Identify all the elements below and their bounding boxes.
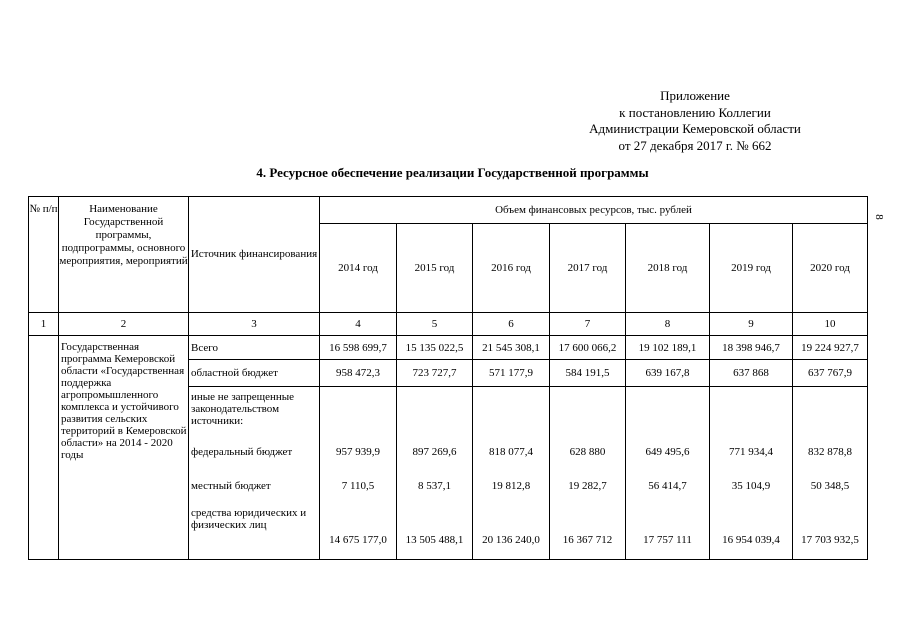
column-number-row [29,313,868,336]
appendix-line: Приложение [660,88,730,103]
value-cell: 19 224 927,7 [793,336,868,360]
value-cell: 19 812,8 [491,480,531,492]
page-number: 8 [872,214,885,220]
resource-table [28,196,868,560]
year-header: 2018 год [626,224,710,313]
value-cell: 771 934,4 [729,446,773,458]
value-cell: 50 348,5 [810,480,850,492]
source-block [189,387,320,560]
value-cell: 18 398 946,7 [710,336,793,360]
value-cell: 584 191,5 [550,360,626,387]
value-cell: 19 282,7 [568,480,607,492]
value-cell: 7 110,5 [341,480,375,492]
value-block [793,387,868,560]
value-cell: 16 367 712 [562,534,613,546]
year-header: 2015 год [397,224,473,313]
column-number: 6 [473,313,550,336]
value-cell: 21 545 308,1 [473,336,550,360]
value-cell: 20 136 240,0 [482,534,540,546]
column-number: 9 [710,313,793,336]
source-label: Всего [189,336,320,360]
appendix-line: к постановлению Коллегии [619,104,771,120]
column-number: 5 [397,313,473,336]
value-cell: 17 600 066,2 [550,336,626,360]
value-cell: 13 505 488,1 [405,534,464,546]
header-num: № п/п [29,197,59,313]
header-volume: Объем финансовых ресурсов, тыс. рублей [320,197,868,224]
value-block [550,387,626,560]
value-cell: 958 472,3 [320,360,397,387]
value-cell: 8 537,1 [418,480,451,492]
program-name: Государственная программа Кемеровской области «Государственная поддержка агропромышленного комплекса и устойчивого развития сельских территорий в Кемеровской области» на 2014 - 2020 годы [59,336,189,560]
value-cell: 14 675 177,0 [329,534,387,546]
column-number: 7 [550,313,626,336]
year-header: 2017 год [550,224,626,313]
column-number: 4 [320,313,397,336]
value-cell: 957 939,9 [336,446,380,458]
row-number-cell [29,336,59,560]
value-cell: 628 880 [569,446,606,458]
value-block [397,387,473,560]
value-cell: 17 703 932,5 [801,534,859,546]
value-cell: 637 868 [710,360,793,387]
year-header: 2020 год [793,224,868,313]
table-row [29,336,868,360]
column-number: 3 [189,313,320,336]
value-cell: 17 757 111 [643,534,692,546]
value-cell: 639 167,8 [626,360,710,387]
year-header: 2019 год [710,224,793,313]
appendix-header [540,88,850,154]
source-label: федеральный бюджет [191,446,293,458]
value-cell: 16 598 699,7 [320,336,397,360]
value-cell: 571 177,9 [473,360,550,387]
header-name: Наименование Государственной программы, подпрограммы, основного мероприятия, мероприятий [59,197,189,313]
source-label: местный бюджет [191,480,271,492]
value-block [320,387,397,560]
source-label: средства юридических и физических лиц [191,507,307,531]
column-number: 2 [59,313,189,336]
column-number: 1 [29,313,59,336]
value-cell: 56 414,7 [648,480,687,492]
value-cell: 723 727,7 [397,360,473,387]
value-cell: 15 135 022,5 [397,336,473,360]
year-header: 2014 год [320,224,397,313]
value-cell: 19 102 189,1 [626,336,710,360]
value-cell: 637 767,9 [793,360,868,387]
source-label: областной бюджет [189,360,320,387]
value-block [473,387,550,560]
value-cell: 35 104,9 [731,480,771,492]
value-cell: 897 269,6 [412,446,457,458]
column-number: 8 [626,313,710,336]
value-cell: 649 495,6 [645,446,690,458]
value-cell: 832 878,8 [808,446,852,458]
document-title: 4. Ресурсное обеспечение реализации Государственной программы [256,165,649,180]
source-label: иные не запрещенные законодательством источники: [191,391,295,427]
header-source: Источник финансирования [189,197,320,313]
value-cell: 16 954 039,4 [722,534,780,546]
appendix-line: от 27 декабря 2017 г. № 662 [618,137,772,153]
column-number: 10 [793,313,868,336]
year-header: 2016 год [473,224,550,313]
appendix-line: Администрации Кемеровской области [589,121,801,136]
value-block [626,387,710,560]
value-block [710,387,793,560]
value-cell: 818 077,4 [489,446,533,458]
